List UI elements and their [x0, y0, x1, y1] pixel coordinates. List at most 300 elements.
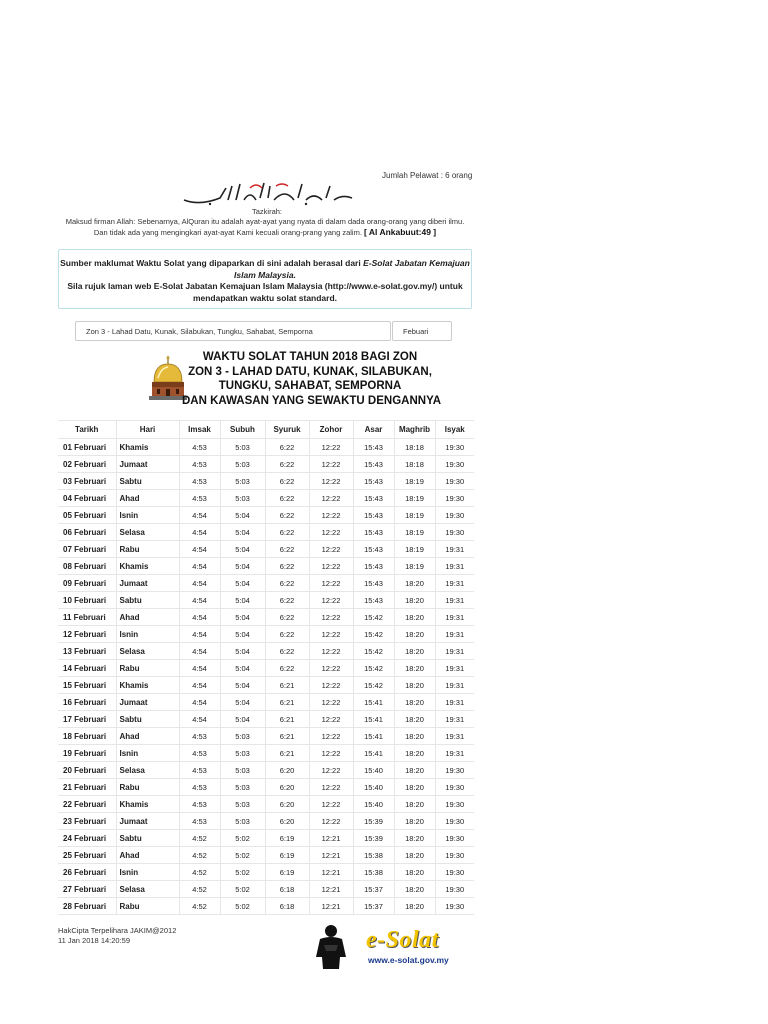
tazkirah-text: Maksud firman Allah: Sebenarnya, AlQuran itu adalah ayat-ayat yang nyata di dalam dada orang-orang yang diberi ilmu. Dan tidak ada yang mengingkari ayat-ayat Kami kecuali orang-prang yang zalim.	[65, 217, 465, 237]
time-cell: 15:42	[353, 677, 394, 694]
time-cell: 15:41	[353, 711, 394, 728]
time-cell: 15:40	[353, 796, 394, 813]
time-cell: 5:03	[220, 473, 265, 490]
time-cell: 18:20	[394, 796, 435, 813]
date-cell: 27 Februari	[58, 881, 116, 898]
heading-line-4: DAN KAWASAN YANG SEWAKTU DENGANNYA	[182, 394, 441, 407]
time-cell: 19:30	[435, 881, 474, 898]
time-cell: 18:20	[394, 847, 435, 864]
time-cell: 12:22	[309, 779, 353, 796]
table-row	[58, 660, 474, 677]
time-cell: 12:21	[309, 847, 353, 864]
column-header: Subuh	[220, 421, 265, 439]
table-row	[58, 847, 474, 864]
day-cell: Sabtu	[116, 473, 179, 490]
time-cell: 18:20	[394, 745, 435, 762]
day-cell: Isnin	[116, 626, 179, 643]
table-row	[58, 881, 474, 898]
day-cell: Sabtu	[116, 711, 179, 728]
time-cell: 4:53	[179, 745, 220, 762]
time-cell: 6:22	[265, 592, 309, 609]
time-cell: 5:02	[220, 898, 265, 915]
time-cell: 6:21	[265, 728, 309, 745]
prayer-times-table	[58, 420, 474, 915]
logo-url[interactable]: www.e-solat.gov.my	[368, 955, 449, 965]
date-cell: 12 Februari	[58, 626, 116, 643]
time-cell: 4:53	[179, 728, 220, 745]
time-cell: 5:04	[220, 524, 265, 541]
time-cell: 18:20	[394, 592, 435, 609]
time-cell: 19:31	[435, 694, 474, 711]
time-cell: 6:22	[265, 626, 309, 643]
time-cell: 12:22	[309, 643, 353, 660]
time-cell: 18:19	[394, 524, 435, 541]
time-cell: 12:22	[309, 609, 353, 626]
time-cell: 12:22	[309, 456, 353, 473]
time-cell: 4:54	[179, 609, 220, 626]
date-cell: 05 Februari	[58, 507, 116, 524]
time-cell: 18:20	[394, 694, 435, 711]
table-row	[58, 864, 474, 881]
time-cell: 19:31	[435, 711, 474, 728]
column-header: Tarikh	[58, 421, 116, 439]
time-cell: 6:21	[265, 745, 309, 762]
time-cell: 12:22	[309, 813, 353, 830]
column-header: Zohor	[309, 421, 353, 439]
time-cell: 19:30	[435, 796, 474, 813]
time-cell: 18:20	[394, 864, 435, 881]
time-cell: 15:37	[353, 881, 394, 898]
time-cell: 4:52	[179, 830, 220, 847]
time-cell: 19:31	[435, 541, 474, 558]
time-cell: 4:52	[179, 864, 220, 881]
time-cell: 12:22	[309, 558, 353, 575]
time-cell: 5:03	[220, 796, 265, 813]
time-cell: 5:03	[220, 728, 265, 745]
time-cell: 19:30	[435, 813, 474, 830]
time-cell: 4:54	[179, 677, 220, 694]
time-cell: 4:54	[179, 694, 220, 711]
time-cell: 4:52	[179, 898, 220, 915]
time-cell: 15:43	[353, 558, 394, 575]
day-cell: Rabu	[116, 541, 179, 558]
table-header-row	[58, 421, 474, 439]
time-cell: 15:39	[353, 813, 394, 830]
column-header: Hari	[116, 421, 179, 439]
time-cell: 19:30	[435, 439, 474, 456]
time-cell: 15:40	[353, 762, 394, 779]
time-cell: 6:19	[265, 830, 309, 847]
time-cell: 19:30	[435, 864, 474, 881]
time-cell: 15:43	[353, 541, 394, 558]
date-cell: 09 Februari	[58, 575, 116, 592]
table-row	[58, 745, 474, 762]
time-cell: 6:19	[265, 847, 309, 864]
time-cell: 4:53	[179, 779, 220, 796]
day-cell: Ahad	[116, 728, 179, 745]
time-cell: 5:04	[220, 643, 265, 660]
time-cell: 5:04	[220, 592, 265, 609]
time-cell: 5:04	[220, 677, 265, 694]
table-row	[58, 813, 474, 830]
date-cell: 19 Februari	[58, 745, 116, 762]
table-row	[58, 677, 474, 694]
time-cell: 19:30	[435, 507, 474, 524]
time-cell: 4:53	[179, 439, 220, 456]
time-cell: 15:42	[353, 643, 394, 660]
column-header: Isyak	[435, 421, 474, 439]
source-line-1	[59, 258, 471, 281]
time-cell: 5:03	[220, 490, 265, 507]
time-cell: 19:31	[435, 558, 474, 575]
time-cell: 6:22	[265, 609, 309, 626]
day-cell: Selasa	[116, 524, 179, 541]
time-cell: 18:20	[394, 711, 435, 728]
time-cell: 18:20	[394, 609, 435, 626]
date-cell: 22 Februari	[58, 796, 116, 813]
tazkirah-quote	[58, 216, 472, 238]
time-cell: 6:21	[265, 677, 309, 694]
time-cell: 6:19	[265, 864, 309, 881]
time-cell: 6:22	[265, 439, 309, 456]
time-cell: 18:20	[394, 643, 435, 660]
time-cell: 15:41	[353, 694, 394, 711]
day-cell: Selasa	[116, 762, 179, 779]
table-row	[58, 439, 474, 456]
time-cell: 6:21	[265, 694, 309, 711]
time-cell: 18:20	[394, 575, 435, 592]
date-cell: 25 Februari	[58, 847, 116, 864]
time-cell: 18:20	[394, 779, 435, 796]
table-row	[58, 558, 474, 575]
time-cell: 19:30	[435, 490, 474, 507]
time-cell: 18:19	[394, 490, 435, 507]
time-cell: 19:31	[435, 660, 474, 677]
time-cell: 6:22	[265, 558, 309, 575]
time-cell: 6:18	[265, 881, 309, 898]
time-cell: 15:43	[353, 439, 394, 456]
e-solat-logo[interactable]	[306, 923, 474, 971]
date-cell: 16 Februari	[58, 694, 116, 711]
date-cell: 20 Februari	[58, 762, 116, 779]
day-cell: Jumaat	[116, 694, 179, 711]
time-cell: 12:22	[309, 541, 353, 558]
day-cell: Rabu	[116, 898, 179, 915]
time-cell: 15:40	[353, 779, 394, 796]
praying-figure-icon	[306, 923, 356, 971]
time-cell: 4:53	[179, 456, 220, 473]
time-cell: 12:22	[309, 694, 353, 711]
day-cell: Sabtu	[116, 592, 179, 609]
time-cell: 5:04	[220, 626, 265, 643]
time-cell: 5:03	[220, 456, 265, 473]
time-cell: 15:42	[353, 660, 394, 677]
day-cell: Khamis	[116, 439, 179, 456]
heading-line-3: TUNGKU, SAHABAT, SEMPORNA	[218, 380, 402, 393]
time-cell: 18:20	[394, 898, 435, 915]
time-cell: 12:22	[309, 660, 353, 677]
time-cell: 15:39	[353, 830, 394, 847]
time-cell: 6:20	[265, 796, 309, 813]
time-cell: 12:22	[309, 762, 353, 779]
time-cell: 19:30	[435, 762, 474, 779]
column-header: Maghrib	[394, 421, 435, 439]
table-row	[58, 490, 474, 507]
day-cell: Selasa	[116, 643, 179, 660]
time-cell: 4:52	[179, 847, 220, 864]
table-row	[58, 524, 474, 541]
time-cell: 18:18	[394, 439, 435, 456]
time-cell: 4:53	[179, 473, 220, 490]
time-cell: 12:22	[309, 626, 353, 643]
table-row	[58, 609, 474, 626]
time-cell: 5:03	[220, 745, 265, 762]
date-cell: 08 Februari	[58, 558, 116, 575]
time-cell: 19:30	[435, 830, 474, 847]
date-cell: 15 Februari	[58, 677, 116, 694]
table-row	[58, 762, 474, 779]
prayer-table-body	[58, 439, 474, 915]
time-cell: 12:22	[309, 524, 353, 541]
time-cell: 12:22	[309, 592, 353, 609]
table-row	[58, 796, 474, 813]
time-cell: 4:53	[179, 490, 220, 507]
time-cell: 15:43	[353, 592, 394, 609]
table-row	[58, 592, 474, 609]
time-cell: 15:41	[353, 728, 394, 745]
time-cell: 15:41	[353, 745, 394, 762]
time-cell: 12:22	[309, 490, 353, 507]
month-select[interactable]: Febuari	[392, 321, 452, 341]
table-row	[58, 643, 474, 660]
time-cell: 5:04	[220, 694, 265, 711]
time-cell: 6:22	[265, 473, 309, 490]
time-cell: 18:19	[394, 507, 435, 524]
time-cell: 19:30	[435, 456, 474, 473]
time-cell: 4:54	[179, 558, 220, 575]
day-cell: Selasa	[116, 881, 179, 898]
copyright-text: HakCipta Terpelihara JAKIM@2012	[58, 926, 177, 935]
column-header: Asar	[353, 421, 394, 439]
time-cell: 18:19	[394, 558, 435, 575]
time-cell: 12:22	[309, 507, 353, 524]
time-cell: 4:54	[179, 541, 220, 558]
source-notice	[58, 249, 472, 309]
time-cell: 5:04	[220, 609, 265, 626]
date-cell: 10 Februari	[58, 592, 116, 609]
time-cell: 5:04	[220, 575, 265, 592]
time-cell: 6:22	[265, 524, 309, 541]
time-cell: 5:02	[220, 881, 265, 898]
date-cell: 24 Februari	[58, 830, 116, 847]
time-cell: 15:43	[353, 473, 394, 490]
generated-timestamp: 11 Jan 2018 14:20:59	[58, 936, 131, 945]
time-cell: 15:43	[353, 507, 394, 524]
date-cell: 13 Februari	[58, 643, 116, 660]
time-cell: 5:03	[220, 439, 265, 456]
time-cell: 6:22	[265, 575, 309, 592]
source-text: Sumber maklumat Waktu Solat yang dipaparkan di sini adalah berasal dari	[60, 258, 364, 268]
time-cell: 5:02	[220, 847, 265, 864]
table-row	[58, 711, 474, 728]
date-cell: 23 Februari	[58, 813, 116, 830]
time-cell: 6:22	[265, 541, 309, 558]
tazkirah-reference: [ Al Ankabuut:49 ]	[364, 227, 437, 237]
time-cell: 4:54	[179, 711, 220, 728]
time-cell: 4:53	[179, 762, 220, 779]
time-cell: 5:02	[220, 864, 265, 881]
day-cell: Ahad	[116, 609, 179, 626]
table-row	[58, 541, 474, 558]
date-cell: 11 Februari	[58, 609, 116, 626]
time-cell: 5:04	[220, 711, 265, 728]
time-cell: 12:21	[309, 830, 353, 847]
time-cell: 4:53	[179, 813, 220, 830]
day-cell: Rabu	[116, 660, 179, 677]
time-cell: 6:22	[265, 643, 309, 660]
time-cell: 12:21	[309, 898, 353, 915]
date-cell: 07 Februari	[58, 541, 116, 558]
time-cell: 15:43	[353, 524, 394, 541]
time-cell: 15:42	[353, 626, 394, 643]
visitor-count: Jumlah Pelawat : 6 orang	[382, 171, 473, 180]
time-cell: 12:22	[309, 796, 353, 813]
day-cell: Isnin	[116, 864, 179, 881]
time-cell: 6:21	[265, 711, 309, 728]
date-cell: 04 Februari	[58, 490, 116, 507]
table-row	[58, 473, 474, 490]
date-cell: 14 Februari	[58, 660, 116, 677]
time-cell: 5:03	[220, 779, 265, 796]
time-cell: 4:54	[179, 592, 220, 609]
time-cell: 5:03	[220, 813, 265, 830]
time-cell: 4:54	[179, 575, 220, 592]
heading-line-1: WAKTU SOLAT TAHUN 2018 BAGI ZON	[202, 351, 418, 363]
date-cell: 03 Februari	[58, 473, 116, 490]
time-cell: 12:22	[309, 439, 353, 456]
table-row	[58, 694, 474, 711]
day-cell: Isnin	[116, 507, 179, 524]
time-cell: 15:43	[353, 456, 394, 473]
time-cell: 19:31	[435, 575, 474, 592]
time-cell: 6:22	[265, 660, 309, 677]
date-cell: 06 Februari	[58, 524, 116, 541]
time-cell: 6:22	[265, 490, 309, 507]
time-cell: 18:20	[394, 830, 435, 847]
date-cell: 21 Februari	[58, 779, 116, 796]
time-cell: 15:38	[353, 847, 394, 864]
time-cell: 12:22	[309, 473, 353, 490]
time-cell: 6:22	[265, 456, 309, 473]
time-cell: 18:18	[394, 456, 435, 473]
time-cell: 19:30	[435, 779, 474, 796]
column-header: Imsak	[179, 421, 220, 439]
day-cell: Khamis	[116, 677, 179, 694]
time-cell: 12:22	[309, 745, 353, 762]
table-row	[58, 507, 474, 524]
time-cell: 12:22	[309, 677, 353, 694]
date-cell: 01 Februari	[58, 439, 116, 456]
footer-info	[58, 926, 176, 946]
time-cell: 4:54	[179, 626, 220, 643]
time-cell: 19:31	[435, 728, 474, 745]
table-row	[58, 626, 474, 643]
zone-select[interactable]: Zon 3 - Lahad Datu, Kunak, Silabukan, Tungku, Sahabat, Semporna	[75, 321, 391, 341]
time-cell: 4:54	[179, 643, 220, 660]
time-cell: 4:54	[179, 524, 220, 541]
time-cell: 12:22	[309, 711, 353, 728]
time-cell: 12:22	[309, 575, 353, 592]
logo-text: e-Solat	[366, 927, 439, 953]
day-cell: Rabu	[116, 779, 179, 796]
time-cell: 19:30	[435, 898, 474, 915]
time-cell: 6:20	[265, 779, 309, 796]
heading-line-2: ZON 3 - LAHAD DATU, KUNAK, SILABUKAN,	[188, 365, 432, 378]
time-cell: 5:04	[220, 558, 265, 575]
time-cell: 15:38	[353, 864, 394, 881]
table-row	[58, 898, 474, 915]
time-cell: 15:43	[353, 490, 394, 507]
time-cell: 15:42	[353, 609, 394, 626]
day-cell: Khamis	[116, 558, 179, 575]
date-cell: 18 Februari	[58, 728, 116, 745]
time-cell: 6:20	[265, 762, 309, 779]
time-cell: 18:20	[394, 728, 435, 745]
date-cell: 26 Februari	[58, 864, 116, 881]
time-cell: 4:54	[179, 507, 220, 524]
day-cell: Isnin	[116, 745, 179, 762]
time-cell: 15:43	[353, 575, 394, 592]
time-cell: 5:02	[220, 830, 265, 847]
tazkirah-label: Tazkirah:	[251, 207, 282, 216]
date-cell: 28 Februari	[58, 898, 116, 915]
day-cell: Jumaat	[116, 575, 179, 592]
bismillah-calligraphy-icon	[180, 180, 355, 206]
time-cell: 19:30	[435, 473, 474, 490]
table-row	[58, 779, 474, 796]
time-cell: 19:31	[435, 677, 474, 694]
time-cell: 19:31	[435, 609, 474, 626]
time-cell: 15:37	[353, 898, 394, 915]
time-cell: 4:53	[179, 796, 220, 813]
time-cell: 19:31	[435, 745, 474, 762]
time-cell: 18:20	[394, 626, 435, 643]
time-cell: 18:19	[394, 541, 435, 558]
day-cell: Ahad	[116, 847, 179, 864]
time-cell: 18:20	[394, 660, 435, 677]
time-cell: 5:04	[220, 507, 265, 524]
table-row	[58, 575, 474, 592]
time-cell: 18:20	[394, 762, 435, 779]
day-cell: Jumaat	[116, 456, 179, 473]
table-row	[58, 728, 474, 745]
time-cell: 12:21	[309, 881, 353, 898]
column-header: Syuruk	[265, 421, 309, 439]
time-cell: 19:31	[435, 643, 474, 660]
page-heading	[182, 350, 441, 408]
time-cell: 6:20	[265, 813, 309, 830]
time-cell: 6:22	[265, 507, 309, 524]
time-cell: 18:20	[394, 881, 435, 898]
time-cell: 5:03	[220, 762, 265, 779]
source-agency: E-Solat Jabatan Kemajuan Islam Malaysia.	[234, 258, 470, 280]
day-cell: Jumaat	[116, 813, 179, 830]
table-row	[58, 456, 474, 473]
date-cell: 02 Februari	[58, 456, 116, 473]
time-cell: 4:52	[179, 881, 220, 898]
time-cell: 19:31	[435, 592, 474, 609]
time-cell: 19:30	[435, 847, 474, 864]
